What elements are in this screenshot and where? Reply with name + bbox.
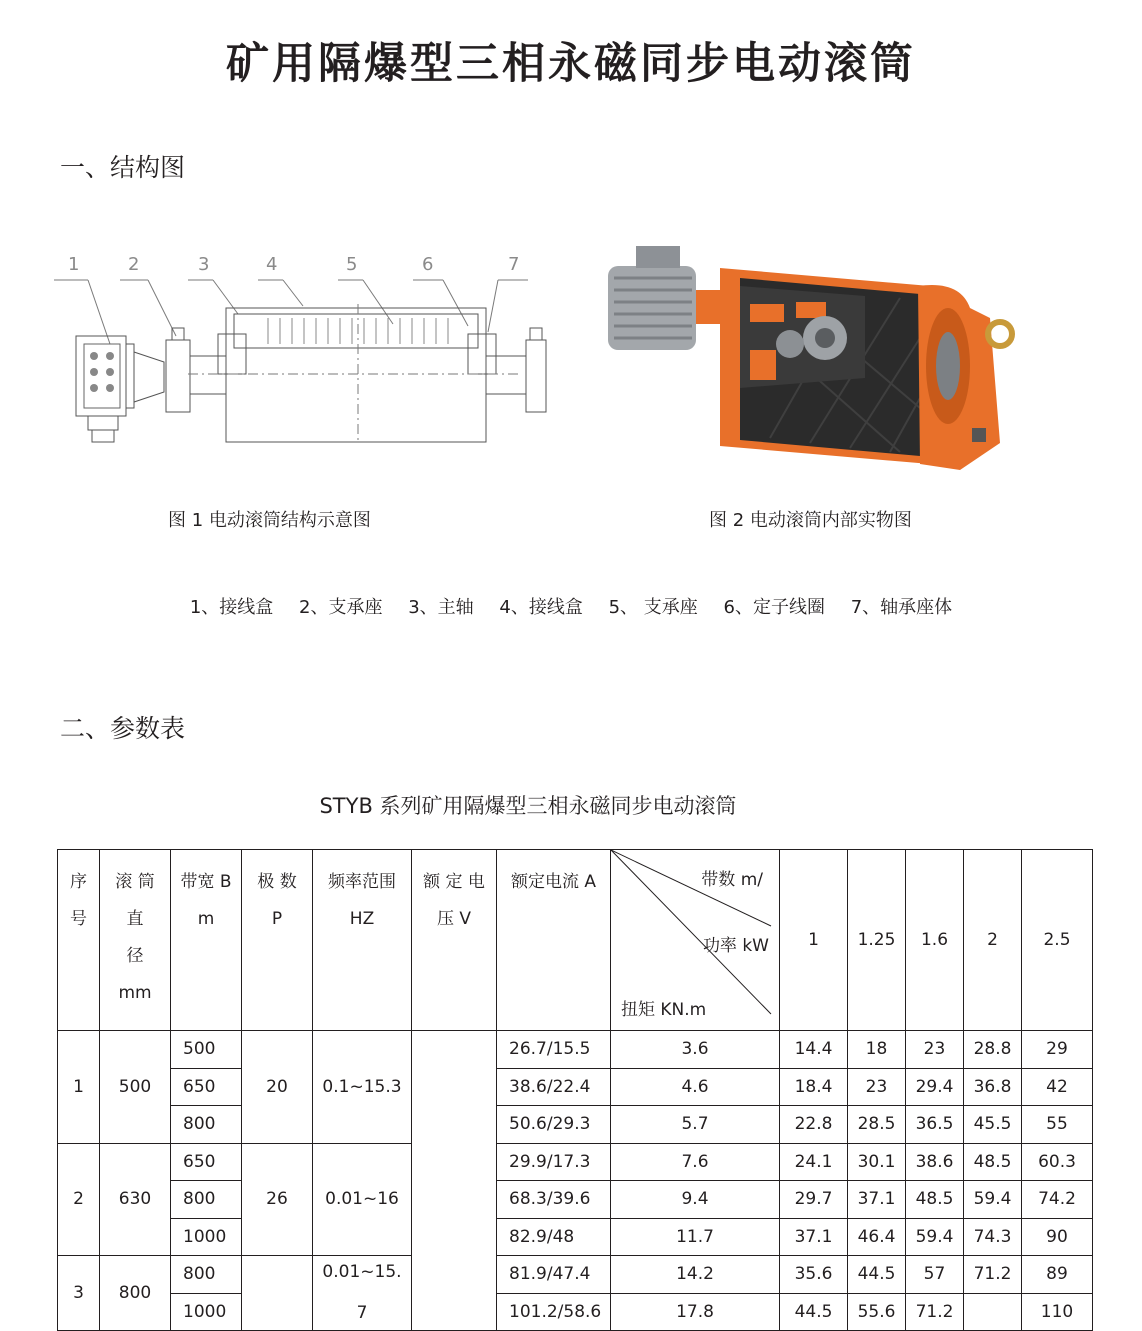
cell-current: 38.6/22.4 xyxy=(497,1068,611,1106)
table-title: STYB 系列矿用隔爆型三相永磁同步电动滚筒 xyxy=(319,794,737,818)
cell-power: 22.8 xyxy=(780,1106,848,1144)
header-belt-speed: 带数 m/ xyxy=(701,870,763,890)
header-speed: 1 xyxy=(780,850,848,1031)
cell-power: 46.4 xyxy=(848,1218,906,1256)
legend-item: 6、定子线圈 xyxy=(723,597,825,618)
table-header-row xyxy=(58,850,1093,1031)
header-belt-width: 带宽 B m xyxy=(171,850,242,1031)
cell-power: 55.6 xyxy=(848,1293,906,1331)
cell-power: 71.2 xyxy=(906,1293,964,1331)
callout-2: 2 xyxy=(128,254,140,275)
cell-power: 29 xyxy=(1022,1031,1093,1069)
cell-power: 37.1 xyxy=(780,1218,848,1256)
cell-torque: 5.7 xyxy=(611,1106,780,1144)
cell-power: 110 xyxy=(1022,1293,1093,1331)
cell-belt-width: 800 xyxy=(171,1181,242,1219)
cell-frequency: 0.01~16 xyxy=(313,1143,412,1256)
table-row xyxy=(58,1218,1093,1256)
cell-power: 23 xyxy=(848,1068,906,1106)
cell-power: 14.4 xyxy=(780,1031,848,1069)
cell-power: 18 xyxy=(848,1031,906,1069)
cell-torque: 3.6 xyxy=(611,1031,780,1069)
cell-power: 36.5 xyxy=(906,1106,964,1144)
cell-current: 82.9/48 xyxy=(497,1218,611,1256)
cell-power: 59.4 xyxy=(964,1181,1022,1219)
header-speed: 2 xyxy=(964,850,1022,1031)
cell-power: 71.2 xyxy=(964,1256,1022,1294)
cell-power: 28.8 xyxy=(964,1031,1022,1069)
cell-diameter: 630 xyxy=(100,1143,171,1256)
callout-6: 6 xyxy=(422,254,434,275)
cell-seq: 1 xyxy=(58,1031,100,1144)
table-row xyxy=(58,1181,1093,1219)
cell-current: 68.3/39.6 xyxy=(497,1181,611,1219)
header-speed: 1.25 xyxy=(848,850,906,1031)
structure-diagram xyxy=(48,244,553,464)
cell-poles: 26 xyxy=(242,1143,313,1256)
cell-power: 18.4 xyxy=(780,1068,848,1106)
figure-1-caption: 图 1 电动滚筒结构示意图 xyxy=(168,510,371,531)
table-row xyxy=(58,1031,1093,1069)
cell-torque: 11.7 xyxy=(611,1218,780,1256)
header-speed: 1.6 xyxy=(906,850,964,1031)
cell-voltage xyxy=(412,1031,497,1331)
drum-cutaway-photo xyxy=(600,238,1030,483)
legend-item: 3、主轴 xyxy=(408,597,474,618)
lifting-eye xyxy=(988,322,1012,346)
cell-belt-width: 1000 xyxy=(171,1218,242,1256)
cell-seq: 3 xyxy=(58,1256,100,1331)
table-row xyxy=(58,1256,1093,1294)
component-legend xyxy=(0,593,1142,619)
legend-item: 5、 支承座 xyxy=(608,597,698,618)
header-poles: 极 数 P xyxy=(242,850,313,1031)
motor-terminal-box xyxy=(636,246,680,268)
cell-frequency: 0.01~15. 7 xyxy=(313,1256,412,1331)
cell-power: 36.8 xyxy=(964,1068,1022,1106)
legend-item: 1、接线盒 xyxy=(189,597,274,618)
table-row xyxy=(58,1293,1093,1331)
cell-torque: 7.6 xyxy=(611,1143,780,1181)
callout-7: 7 xyxy=(508,254,520,275)
callout-4: 4 xyxy=(266,254,278,275)
cell-torque: 4.6 xyxy=(611,1068,780,1106)
cell-power: 37.1 xyxy=(848,1181,906,1219)
cell-power: 59.4 xyxy=(906,1218,964,1256)
legend-item: 7、轴承座体 xyxy=(850,597,953,618)
cell-power: 23 xyxy=(906,1031,964,1069)
cell-belt-width: 650 xyxy=(171,1068,242,1106)
header-power: 功率 kW xyxy=(702,936,769,956)
cell-current: 26.7/15.5 xyxy=(497,1031,611,1069)
cell-power: 44.5 xyxy=(780,1293,848,1331)
header-frequency: 频率范围 HZ xyxy=(313,850,412,1031)
callout-3: 3 xyxy=(198,254,210,275)
figure-2-caption: 图 2 电动滚筒内部实物图 xyxy=(709,510,912,531)
cell-power: 30.1 xyxy=(848,1143,906,1181)
cell-power: 24.1 xyxy=(780,1143,848,1181)
legend-item: 2、支承座 xyxy=(299,597,383,618)
cell-belt-width: 1000 xyxy=(171,1293,242,1331)
cell-poles: 20 xyxy=(242,1031,313,1144)
cell-power: 42 xyxy=(1022,1068,1093,1106)
header-diagonal xyxy=(611,850,780,1031)
table-row xyxy=(58,1106,1093,1144)
cell-power: 35.6 xyxy=(780,1256,848,1294)
cell-belt-width: 800 xyxy=(171,1256,242,1294)
cell-seq: 2 xyxy=(58,1143,100,1256)
cell-torque: 9.4 xyxy=(611,1181,780,1219)
cell-diameter: 500 xyxy=(100,1031,171,1144)
cell-power: 74.3 xyxy=(964,1218,1022,1256)
header-drum-diameter: 滚 筒 直 径 mm xyxy=(100,850,171,1031)
cell-belt-width: 500 xyxy=(171,1031,242,1069)
cell-power: 57 xyxy=(906,1256,964,1294)
parameter-table xyxy=(57,849,1093,1331)
cell-power: 28.5 xyxy=(848,1106,906,1144)
cell-diameter: 800 xyxy=(100,1256,171,1331)
cell-power: 60.3 xyxy=(1022,1143,1093,1181)
cell-torque: 14.2 xyxy=(611,1256,780,1294)
legend-item: 4、接线盒 xyxy=(499,597,583,618)
cell-power: 89 xyxy=(1022,1256,1093,1294)
cell-belt-width: 800 xyxy=(171,1106,242,1144)
cell-power: 74.2 xyxy=(1022,1181,1093,1219)
cell-power: 48.5 xyxy=(906,1181,964,1219)
cell-power: 45.5 xyxy=(964,1106,1022,1144)
cell-current: 50.6/29.3 xyxy=(497,1106,611,1144)
cell-power: 29.4 xyxy=(906,1068,964,1106)
cell-power: 38.6 xyxy=(906,1143,964,1181)
cell-power: 55 xyxy=(1022,1106,1093,1144)
callout-1: 1 xyxy=(68,254,80,275)
section-heading-params: 二、参数表 xyxy=(60,714,186,743)
cell-torque: 17.8 xyxy=(611,1293,780,1331)
cell-current: 101.2/58.6 xyxy=(497,1293,611,1331)
cell-poles xyxy=(242,1256,313,1331)
header-speed: 2.5 xyxy=(1022,850,1093,1031)
cell-current: 29.9/17.3 xyxy=(497,1143,611,1181)
cell-power xyxy=(964,1293,1022,1331)
section-heading-structure: 一、结构图 xyxy=(60,153,186,182)
callout-5: 5 xyxy=(346,254,358,275)
cell-belt-width: 650 xyxy=(171,1143,242,1181)
cell-current: 81.9/47.4 xyxy=(497,1256,611,1294)
table-row xyxy=(58,1068,1093,1106)
cell-power: 29.7 xyxy=(780,1181,848,1219)
header-seq: 序 号 xyxy=(58,850,100,1031)
table-row xyxy=(58,1143,1093,1181)
header-torque: 扭矩 KN.m xyxy=(621,1000,707,1020)
cell-power: 44.5 xyxy=(848,1256,906,1294)
page-title: 矿用隔爆型三相永磁同步电动滚筒 xyxy=(226,39,916,89)
cell-power: 48.5 xyxy=(964,1143,1022,1181)
cell-power: 90 xyxy=(1022,1218,1093,1256)
header-current: 额定电流 A xyxy=(497,850,611,1031)
cell-frequency: 0.1~15.3 xyxy=(313,1031,412,1144)
header-voltage: 额 定 电 压 V xyxy=(412,850,497,1031)
